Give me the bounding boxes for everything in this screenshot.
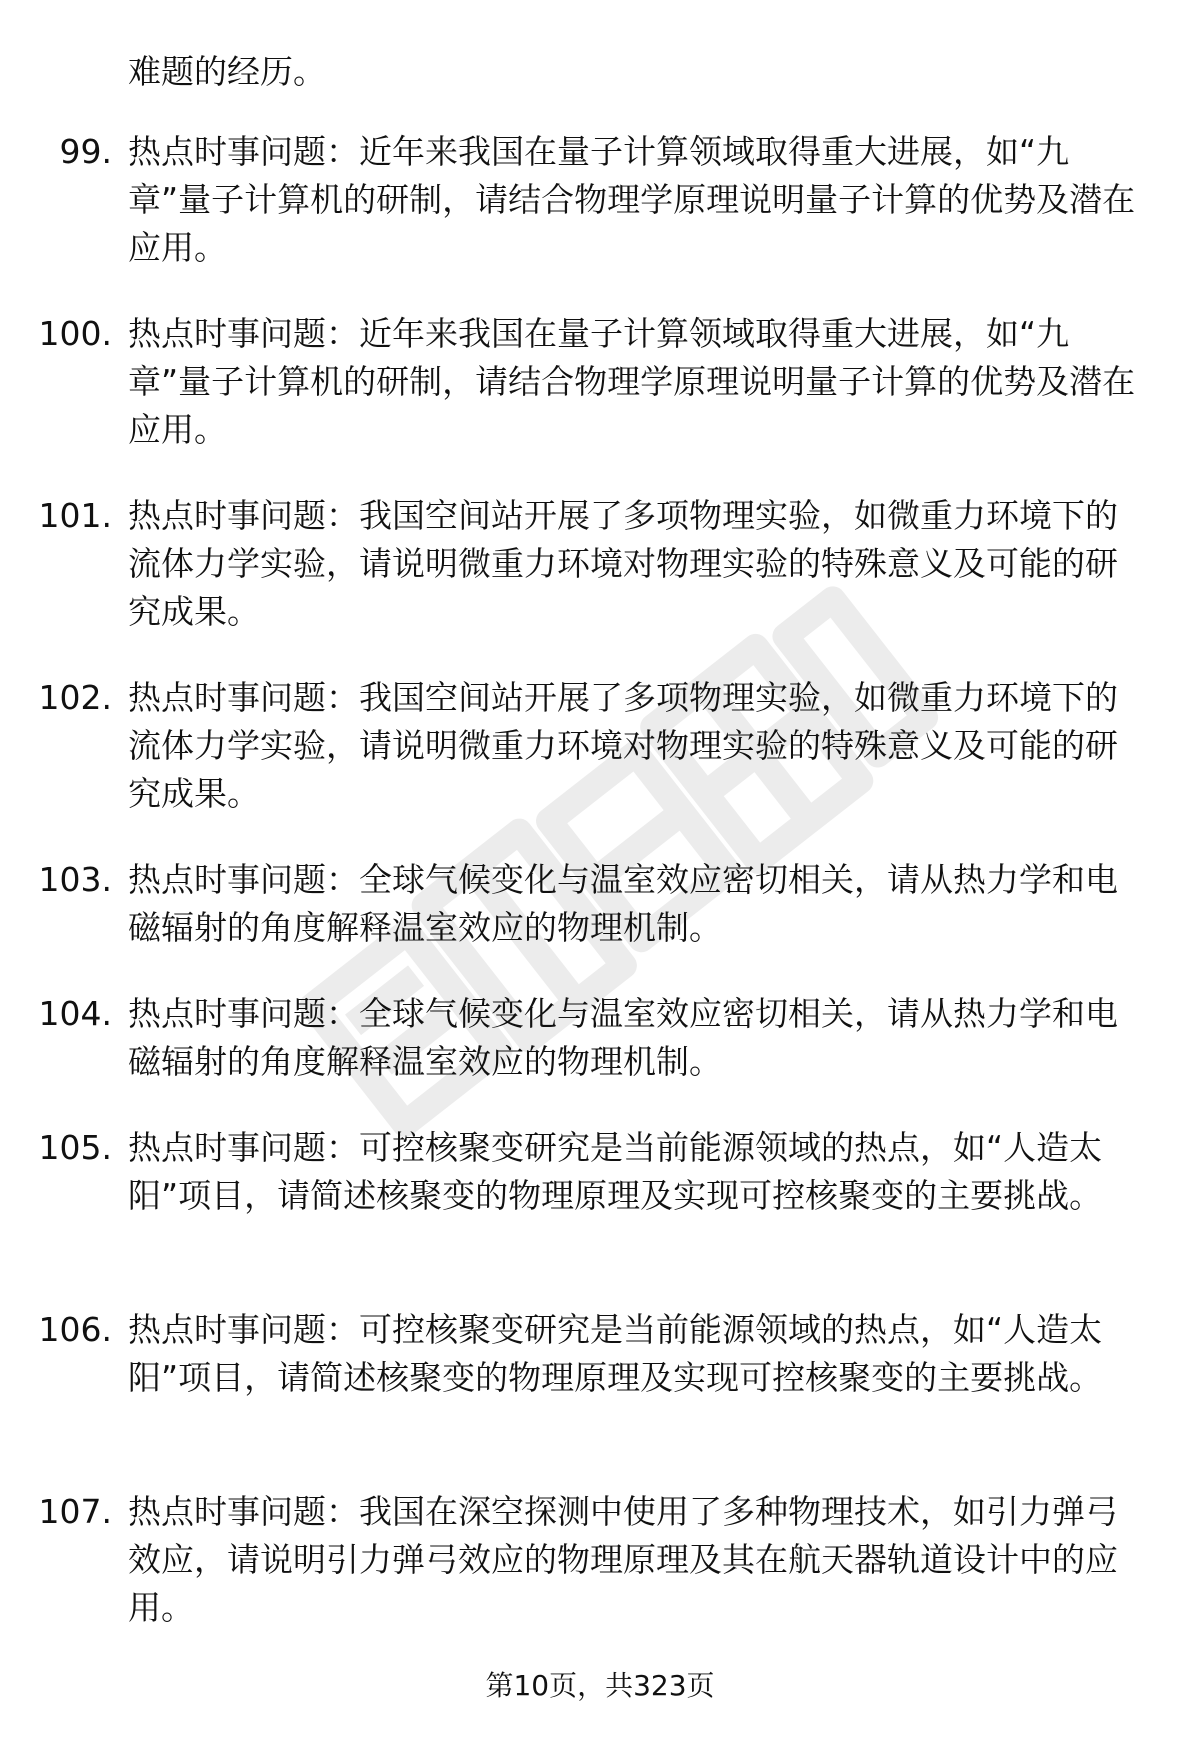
question-text: 热点时事问题：可控核聚变研究是当前能源领域的热点，如“人造太阳”项目，请简述核聚变的物理原理及实现可控核聚变的主要挑战。 <box>128 1310 1103 1397</box>
question-text: 热点时事问题：全球气候变化与温室效应密切相关，请从热力学和电磁辐射的角度解释温室效应的物理机制。 <box>128 994 1118 1081</box>
question-number: 103. <box>38 860 112 899</box>
page-footer: 第10页，共323页 <box>485 1669 715 1702</box>
question-number: 102. <box>38 678 112 717</box>
question-text: 热点时事问题：全球气候变化与温室效应密切相关，请从热力学和电磁辐射的角度解释温室效应的物理机制。 <box>128 860 1118 947</box>
question-text: 热点时事问题：近年来我国在量子计算领域取得重大进展，如“九章”量子计算机的研制，请结合物理学原理说明量子计算的优势及潜在应用。 <box>128 314 1136 449</box>
question-number: 101. <box>38 496 112 535</box>
question-number: 105. <box>38 1128 112 1167</box>
question-text: 热点时事问题：我国空间站开展了多项物理实验，如微重力环境下的流体力学实验，请说明微重力环境对物理实验的特殊意义及可能的研究成果。 <box>128 678 1118 813</box>
question-text: 热点时事问题：可控核聚变研究是当前能源领域的热点，如“人造太阳”项目，请简述核聚变的物理原理及实现可控核聚变的主要挑战。 <box>128 1128 1103 1215</box>
question-number: 99. <box>59 132 112 171</box>
question-text: 热点时事问题：我国空间站开展了多项物理实验，如微重力环境下的流体力学实验，请说明微重力环境对物理实验的特殊意义及可能的研究成果。 <box>128 496 1118 631</box>
question-text: 热点时事问题：我国在深空探测中使用了多种物理技术，如引力弹弓效应，请说明引力弹弓效应的物理原理及其在航天器轨道设计中的应用。 <box>128 1492 1118 1627</box>
question-number: 104. <box>38 994 112 1033</box>
question-number: 100. <box>38 314 112 353</box>
continuation-text: 难题的经历。 <box>128 52 326 91</box>
question-number: 107. <box>38 1492 112 1531</box>
question-text: 热点时事问题：近年来我国在量子计算领域取得重大进展，如“九章”量子计算机的研制，请结合物理学原理说明量子计算的优势及潜在应用。 <box>128 132 1136 267</box>
question-number: 106. <box>38 1310 112 1349</box>
